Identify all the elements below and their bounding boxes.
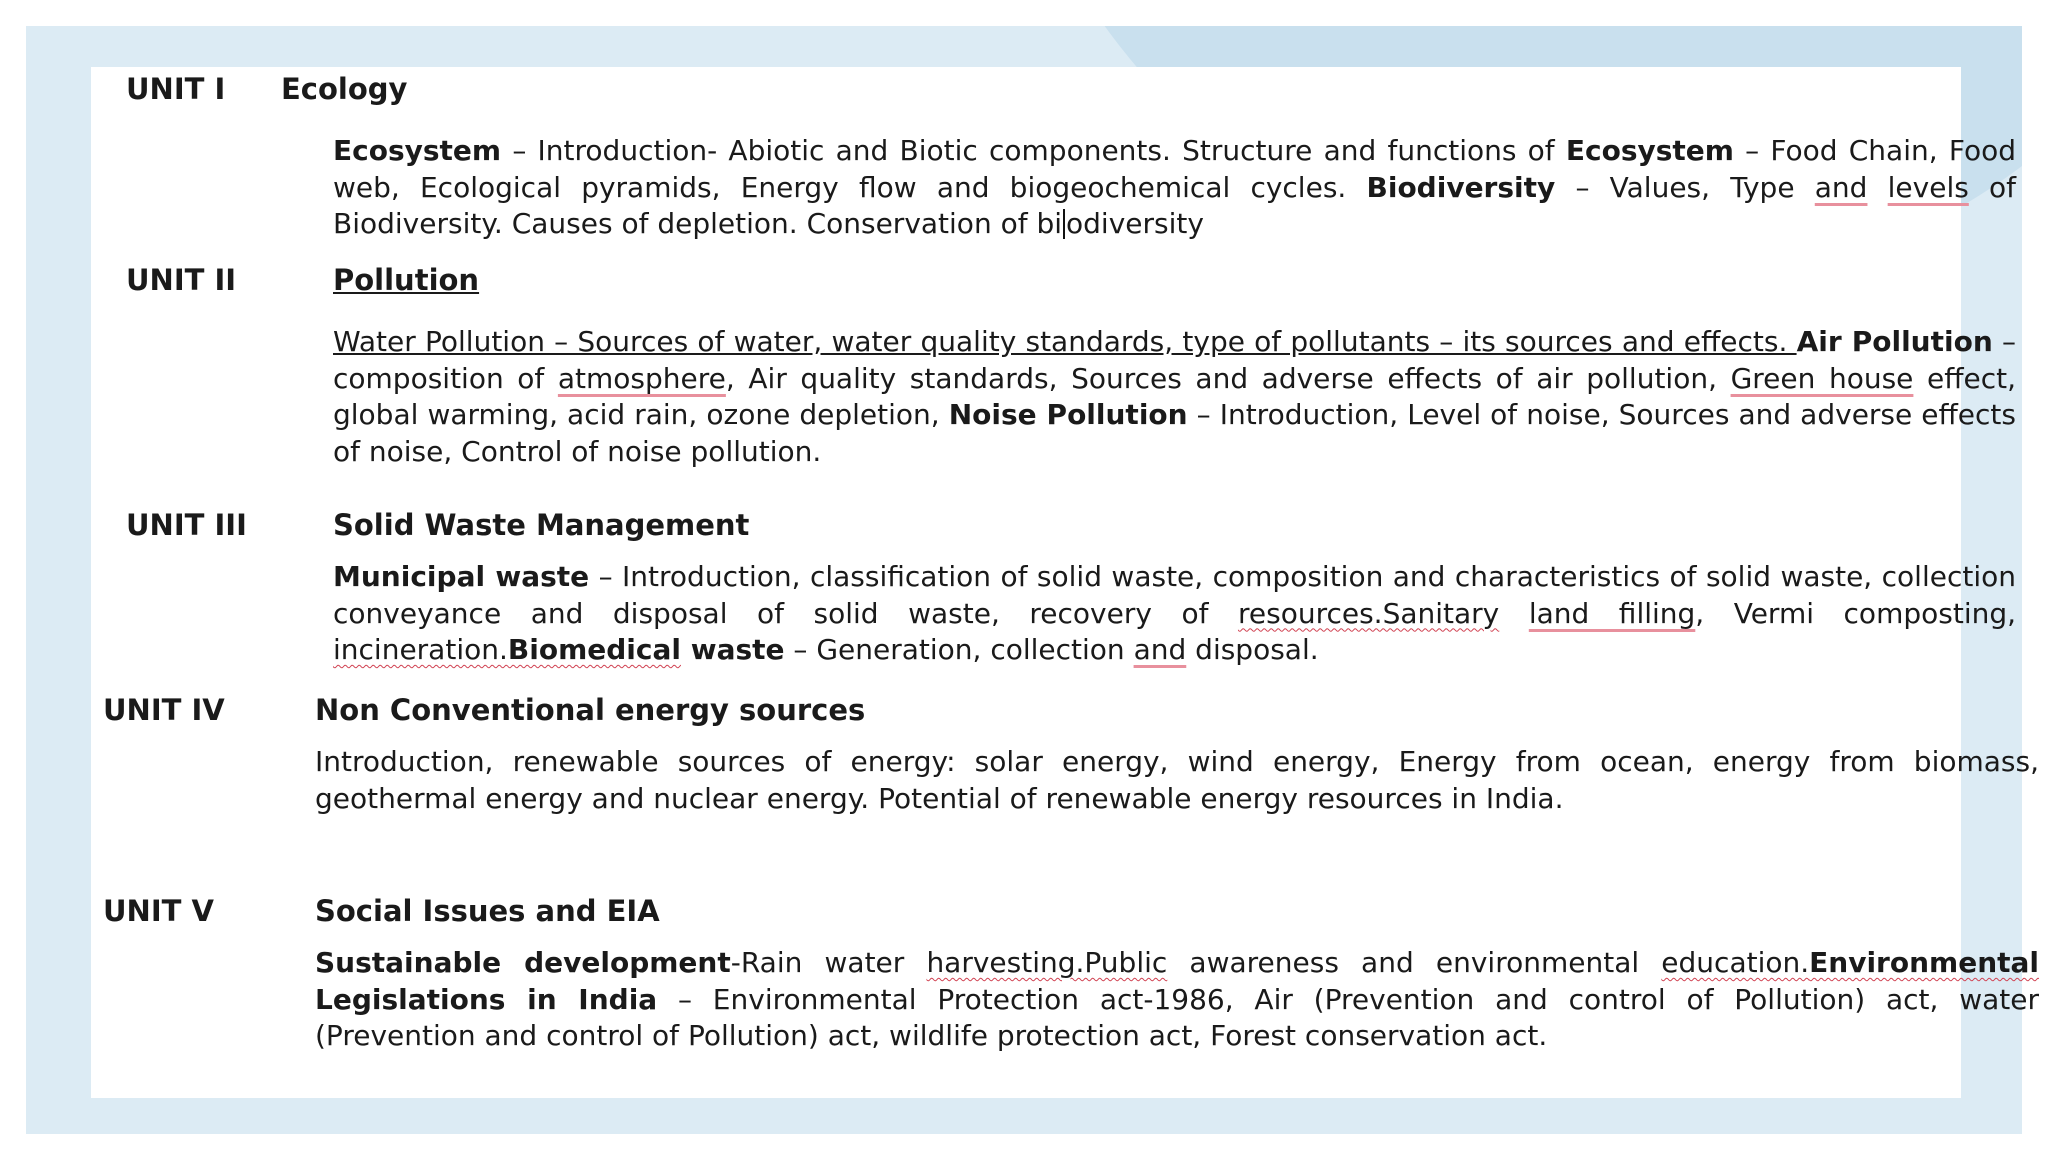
- unit-heading: Ecology: [281, 72, 408, 106]
- term-biodiversity: Biodiversity: [1366, 170, 1556, 204]
- body-text: – Introduction, classification of solid waste, composition and characteristics of solid waste, collection conveyance and disposal of solid waste, recovery of: [333, 560, 2016, 630]
- term-noise-pollution: Noise Pollution: [948, 398, 1188, 431]
- unit-label: UNIT V: [103, 894, 214, 928]
- term-waste: waste: [680, 633, 785, 666]
- term-ecosystem: Ecosystem: [333, 134, 502, 167]
- unit-heading: Solid Waste Management: [333, 508, 750, 542]
- body-text: -Rain water: [730, 946, 927, 979]
- unit-body: [333, 133, 2016, 243]
- body-text: Introduction, renewable sources of energy: solar energy, wind energy, Energy from ocean, energy from biomass, geothermal energy and nuclear energy. Potential of renewable energy resources in India.: [315, 745, 2039, 815]
- spelling-mark: harvesting.Public: [926, 946, 1168, 979]
- body-text: awareness and environmental: [1167, 946, 1662, 979]
- grammar-mark: atmosphere: [557, 361, 726, 395]
- unit-label: UNIT IV: [103, 693, 225, 727]
- unit-label: UNIT II: [126, 263, 237, 297]
- body-text: odiversity: [1066, 207, 1204, 240]
- text-cursor: [1063, 209, 1065, 239]
- term-environmental: Environmental: [1809, 946, 2040, 979]
- unit-label: UNIT III: [126, 508, 247, 542]
- term-municipal-waste: Municipal waste: [333, 560, 590, 593]
- grammar-mark: and: [1814, 170, 1868, 204]
- spelling-mark: incineration.: [333, 633, 508, 666]
- unit-heading: Non Conventional energy sources: [315, 693, 866, 727]
- term-air-pollution: Air Pollution: [1796, 325, 1993, 358]
- unit-body: [333, 324, 2016, 470]
- unit-body: [333, 559, 2016, 669]
- unit-label: UNIT I: [126, 72, 226, 106]
- body-text: [1499, 597, 1529, 630]
- grammar-mark: Green house: [1730, 361, 1914, 395]
- body-text: effect, global warming, acid rain, ozone depletion,: [333, 361, 2017, 431]
- term-sustainable-development: Sustainable development: [315, 946, 731, 979]
- body-text: – Introduction, Level of noise, Sources and adverse effects of noise, Control of noise pollution.: [333, 398, 2016, 468]
- body-text: – Food Chain, Food web, Ecological pyramids, Energy flow and biogeochemical cycles.: [333, 134, 2016, 204]
- body-text: – composition of: [333, 325, 2016, 395]
- body-text: – Environmental Protection act-1986, Air (Prevention and control of Pollution) act, water (Prevention and control of Pollution) act, wildlife protection act, Forest conservation act.: [315, 982, 2039, 1052]
- body-text: of Biodiversity. Causes of depletion. Conservation of bi: [333, 170, 2017, 240]
- body-text: disposal.: [1186, 633, 1319, 666]
- grammar-mark: land filling: [1528, 596, 1696, 630]
- term-biomedical: Biomedical: [507, 633, 681, 666]
- water-pollution-text: Water Pollution – Sources of water, water quality standards, type of pollutants – its sources and effects.: [333, 325, 1797, 358]
- body-text: – Values, Type: [1555, 170, 1815, 204]
- unit-body: [315, 945, 2039, 1055]
- body-text: – Generation, collection: [784, 633, 1134, 666]
- body-text: [1867, 171, 1887, 204]
- unit-body: [315, 744, 2039, 817]
- unit-heading: Pollution: [333, 263, 480, 297]
- unit-heading: Social Issues and EIA: [315, 894, 660, 928]
- body-text: , Air quality standards, Sources and adverse effects of air pollution,: [725, 361, 1731, 395]
- grammar-mark: levels: [1887, 170, 1969, 204]
- grammar-mark: and: [1133, 633, 1187, 666]
- document-page: [91, 67, 2040, 1098]
- spelling-mark: education.: [1661, 946, 1810, 979]
- spelling-mark: resources.Sanitary: [1237, 596, 1500, 630]
- term-legislations: Legislations in India: [315, 982, 658, 1016]
- body-text: , Vermi composting,: [1695, 596, 2017, 630]
- body-text: – Introduction- Abiotic and Biotic components. Structure and functions of: [501, 134, 1566, 167]
- term-ecosystem: Ecosystem: [1565, 134, 1734, 167]
